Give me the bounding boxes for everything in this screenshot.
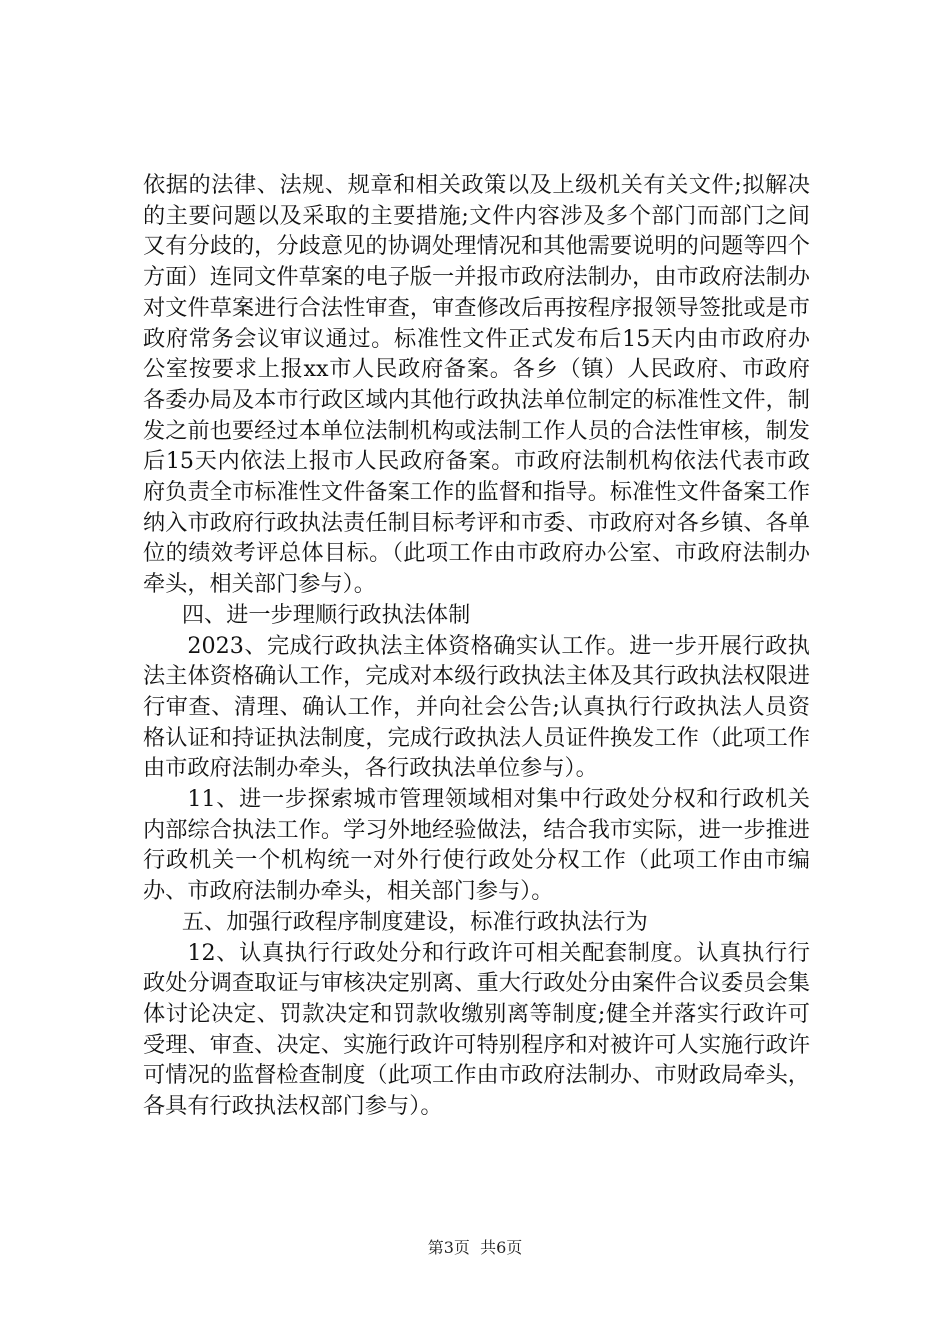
paragraph-item-10: 2023、完成行政执法主体资格确实认工作。进一步开展行政执法主体资格确认工作，完成对本级行政执法主体及其行政执法权限进行审查、清理、确认工作，并向社会公告;认真执行行政执法人员资格认证和持证执法制度，完成行政执法人员证件换发工作（此项工作由市政府法制办牵头，各行政执法单位参与）。 [143,632,810,782]
document-body [143,170,810,1122]
paragraph-continuation: 依据的法律、法规、规章和相关政策以及上级机关有关文件;拟解决的主要问题以及采取的主要措施;文件内容涉及多个部门而部门之间又有分歧的，分歧意见的协调处理情况和其他需要说明的问题等四个方面）连同文件草案的电子版一并报市政府法制办，由市政府法制办对文件草案进行合法性审查，审查修改后再按程序报领导签批或是市政府常务会议审议通过。标准性文件正式发布后15天内由市政府办公室按要求上报xx市人民政府备案。各乡（镇）人民政府、市政府各委办局及本市行政区域内其他行政执法单位制定的标准性文件，制发之前也要经过本单位法制机构或法制工作人员的合法性审核，制发后15天内依法上报市人民政府备案。市政府法制机构依法代表市政府负责全市标准性文件备案工作的监督和指导。标准性文件备案工作纳入市政府行政执法责任制目标考评和市委、市政府对各乡镇、各单位的绩效考评总体目标。（此项工作由市政府办公室、市政府法制办牵头，相关部门参与）。 [143,172,810,598]
page-footer [0,1238,950,1258]
page-total: 共6页 [480,1238,523,1257]
paragraph-item-11: 11、进一步探索城市管理领域相对集中行政处分权和行政机关内部综合执法工作。学习外地经验做法，结合我市实际，进一步推进行政机关一个机构统一对外行使行政处分权工作（此项工作由市编办、市政府法制办牵头，相关部门参与）。 [143,786,810,905]
page-number: 第3页 [427,1238,470,1257]
section-heading-4: 四、进一步理顺行政执法体制 [181,601,471,628]
section-heading-5: 五、加强行政程序制度建设，标准行政执法行为 [181,908,648,935]
paragraph-item-12: 12、认真执行行政处分和行政许可相关配套制度。认真执行行政处分调查取证与审核决定别离、重大行政处分由案件合议委员会集体讨论决定、罚款决定和罚款收缴别离等制度;健全并落实行政许可受理、审查、决定、实施行政许可特别程序和对被许可人实施行政许可情况的监督检查制度（此项工作由市政府法制办、市财政局牵头，各具有行政执法权部门参与）。 [143,939,810,1120]
